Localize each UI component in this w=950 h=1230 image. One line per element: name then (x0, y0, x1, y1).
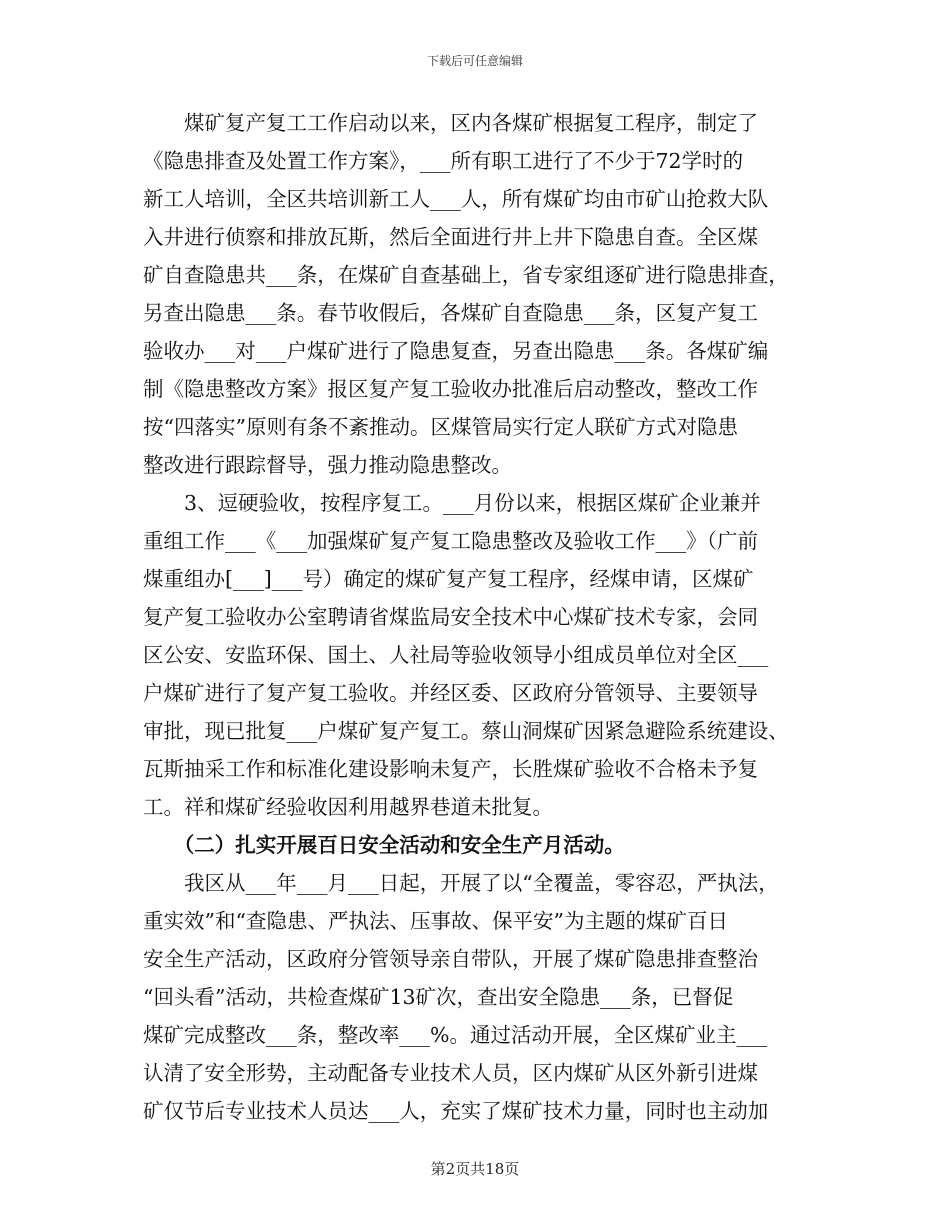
body-line: 按“四落实”原则有条不紊推动。区煤管局实行定人联矿方式对隐患 (143, 415, 738, 439)
body-line: 安全生产活动，区政府分管领导亲自带队，开展了煤矿隐患排查整治 (143, 947, 758, 971)
body-line: 煤重组办[___]___号）确定的煤矿复产复工程序，经煤申请，区煤矿 (143, 567, 754, 591)
body-line: 整改进行跟踪督导，强力推动隐患整改。 (143, 453, 512, 477)
body-line: “回头看”活动，共检查煤矿13矿次，查出安全隐患___条，已督促 (143, 985, 734, 1009)
body-line: 煤矿复产复工工作启动以来，区内各煤矿根据复工程序，制定了 (143, 111, 758, 135)
body-line: 工。祥和煤矿经验收因利用越界巷道未批复。 (143, 795, 553, 819)
body-line: 瓦斯抽采工作和标准化建设影响未复产，长胜煤矿验收不合格未予复 (143, 757, 758, 781)
body-line: 矿仅节后专业技术人员达___人，充实了煤矿技术力量，同时也主动加 (143, 1099, 769, 1123)
body-line: 审批，现已批复___户煤矿复产复工。蔡山洞煤矿因紧急避险系统建设、 (143, 719, 789, 743)
body-line: 重实效”和“查隐患、严执法、压事故、保平安”为主题的煤矿百日 (143, 909, 728, 933)
body-line: 煤矿完成整改___条，整改率___%。通过活动开展，全区煤矿业主___ (143, 1023, 768, 1047)
document-body (143, 104, 823, 1130)
body-line: 制《隐患整改方案》报区复产复工验收办批准后启动整改，整改工作 (143, 377, 758, 401)
body-line: 户煤矿进行了复产复工验收。并经区委、区政府分管领导、主要领导 (143, 681, 758, 705)
body-line: 入井进行侦察和排放瓦斯，然后全面进行井上井下隐患自查。全区煤 (143, 225, 758, 249)
body-line: 《隐患排查及处置工作方案》，___所有职工进行了不少于72学时的 (143, 149, 744, 173)
body-line: 区公安、安监环保、国土、人社局等验收领导小组成员单位对全区___ (143, 643, 769, 667)
body-line: 验收办___对___户煤矿进行了隐患复查，另查出隐患___条。各煤矿编 (143, 339, 769, 363)
body-line: 3、逗硬验收，按程序复工。___月份以来，根据区煤矿企业兼并 (143, 491, 761, 515)
body-line: 复产复工验收办公室聘请省煤监局安全技术中心煤矿技术专家，会同 (143, 605, 758, 629)
body-line: 认清了安全形势，主动配备专业技术人员，区内煤矿从区外新引进煤 (143, 1061, 758, 1085)
body-line: 重组工作___《___加强煤矿复产复工隐患整改及验收工作___》（广前 (143, 529, 758, 553)
body-line: 另查出隐患___条。春节收假后，各煤矿自查隐患___条，区复产复工 (143, 301, 758, 325)
body-line: 我区从___年___月___日起，开展了以“全覆盖，零容忍，严执法， (143, 871, 779, 895)
page-footer: 第2页共18页 (430, 1160, 520, 1178)
body-line: 矿自查隐患共___条，在煤矿自查基础上，省专家组逐矿进行隐患排查， (143, 263, 789, 287)
page-header: 下载后可任意编辑 (426, 54, 523, 68)
section-heading: （二）扎实开展百日安全活动和安全生产月活动。 (143, 833, 625, 857)
body-line: 新工人培训，全区共培训新工人___人，所有煤矿均由市矿山抢救大队 (143, 187, 769, 211)
